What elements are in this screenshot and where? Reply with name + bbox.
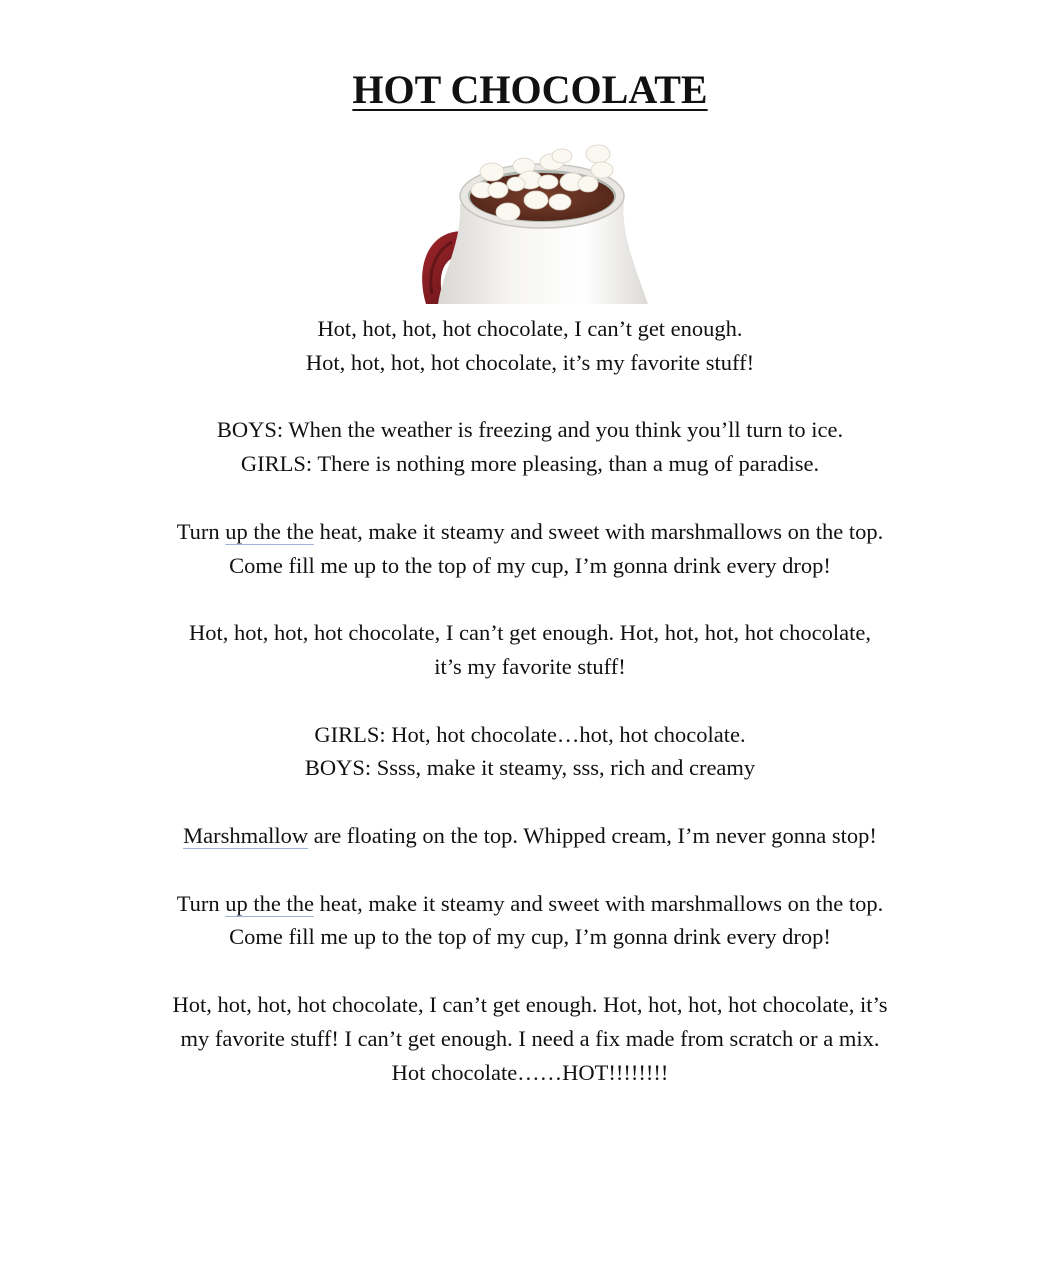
lyric-text: heat, make it steamy and sweet with marshmallows on the top. [314,518,884,544]
lyric-text: it’s my favorite stuff! [434,653,626,679]
lyric-text: Turn [176,518,226,544]
lyric-line [110,1022,950,1056]
lyric-text: BOYS: When the weather is freezing and you think you’ll turn to ice. [216,417,844,443]
grammar-flagged-text: up the the [225,890,315,916]
song-lyrics [110,312,950,1123]
lyric-text: Hot, hot, hot, hot chocolate, it’s my favorite stuff! [305,349,755,375]
lyric-text: Turn [176,890,226,916]
hot-chocolate-mug-image [412,124,652,304]
lyric-stanza [110,312,950,380]
lyric-text: BOYS: Ssss, make it steamy, sss, rich and creamy [304,755,756,781]
lyric-text: Hot, hot, hot, hot chocolate, I can’t get enough. Hot, hot, hot, hot chocolate, it’s [172,991,888,1017]
lyric-line [110,413,950,447]
lyric-text: heat, make it steamy and sweet with marshmallows on the top. [314,890,884,916]
lyric-text: GIRLS: There is nothing more pleasing, than a mug of paradise. [240,451,820,477]
lyric-text: Hot chocolate……HOT!!!!!!!! [391,1059,669,1085]
lyric-line [110,920,950,954]
lyric-text: Come fill me up to the top of my cup, I’m gonna drink every drop! [229,552,831,578]
lyric-line [110,718,950,752]
lyric-line [110,650,950,684]
lyric-line [110,312,950,346]
mug-illustration [412,124,652,304]
lyric-stanza [110,718,950,786]
lyric-stanza [110,413,950,481]
lyric-line [110,1056,950,1090]
lyric-text: Come fill me up to the top of my cup, I’m gonna drink every drop! [229,924,831,950]
lyric-text: GIRLS: Hot, hot chocolate…hot, hot chocolate. [314,721,746,747]
lyric-text: Hot, hot, hot, hot chocolate, I can’t get enough. Hot, hot, hot, hot chocolate, [189,620,871,646]
lyric-text: Hot, hot, hot, hot chocolate, I can’t get enough. [317,316,743,341]
lyric-line [110,515,950,549]
lyric-text: my favorite stuff! I can’t get enough. I need a fix made from scratch or a mix. [180,1025,880,1051]
page-title: HOT CHOCOLATE [352,67,708,112]
grammar-flagged-text: Marshmallow [183,822,309,848]
lyric-text: are floating on the top. Whipped cream, I’m never gonna stop! [308,822,877,848]
lyric-line [110,549,950,583]
lyric-line [110,447,950,481]
lyric-stanza [110,515,950,583]
lyric-stanza [110,887,950,955]
lyric-line [110,819,950,853]
lyric-stanza [110,988,950,1089]
lyric-line [110,751,950,785]
lyric-stanza [110,819,950,853]
lyric-line [110,887,950,921]
lyric-line [110,346,950,380]
lyric-line [110,616,950,650]
lyric-line [110,988,950,1022]
lyric-stanza [110,616,950,684]
grammar-flagged-text: up the the [225,518,315,544]
